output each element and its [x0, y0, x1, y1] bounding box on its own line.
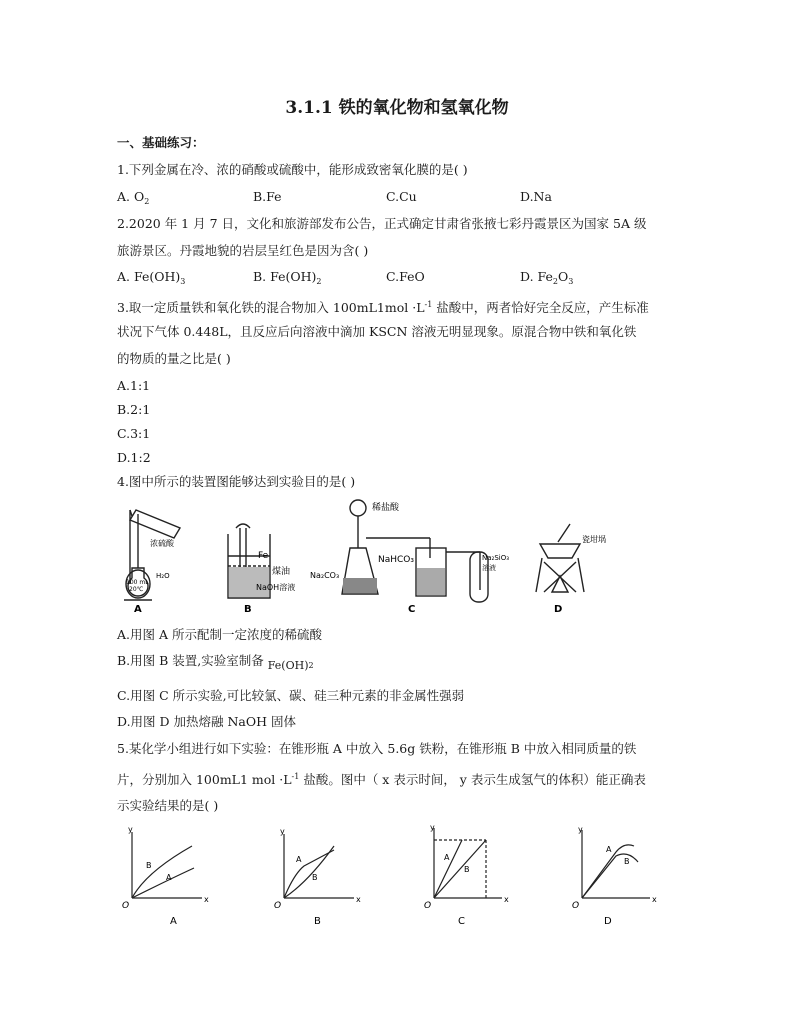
letter-b: B [244, 604, 252, 615]
label-flask-volume: 100 mL [126, 579, 149, 586]
graph-a-x-label: x [204, 895, 209, 904]
graph-b-curve-a [284, 850, 334, 898]
label-kerosene: 煤油 [272, 567, 291, 577]
label-na2sio3: Na₂SiO₃ [482, 554, 510, 562]
q5-stem-line1: 5.某化学小组进行如下实验：在锥形瓶 A 中放入 5.6g 铁粉，在锥形瓶 B 中放入相同质量的铁 [117, 741, 637, 756]
q5-graphs-figure [118, 822, 668, 930]
graph-b-label-b: B [312, 873, 318, 882]
graph-d-label-b: B [624, 857, 630, 866]
nahco3-solution-fill [417, 568, 445, 595]
q2-option-c: C.FeO [386, 269, 425, 284]
label-fe: Fe [258, 551, 269, 561]
graph-c-curve-a [434, 840, 462, 898]
graph-a-origin: O [122, 901, 130, 911]
graph-c [424, 823, 509, 927]
label-solution: 溶液 [482, 564, 496, 572]
q5-stem-line3: 示实验结果的是( ) [117, 798, 219, 813]
q5-stem-line2: 片，分别加入 100mL1 mol $\cdot L^{-1}$ 盐酸。图中（ x 表示时间， y 表示生成氢气的体积）能正确表 [117, 772, 646, 787]
graph-b [274, 827, 361, 927]
graph-c-label-a: A [444, 853, 450, 862]
graph-d-y-label: y [578, 825, 583, 834]
graph-c-label-b: B [464, 865, 470, 874]
label-na2co3: Na₂CO₃ [310, 571, 340, 580]
graph-b-x-label: x [356, 895, 361, 904]
naoh-solution-fill [229, 567, 269, 597]
q3-stem-line3: 的物质的量之比是( ) [117, 351, 231, 366]
q4-option-c: C.用图 C 所示实验,可比较氯、碳、硅三种元素的非金属性强弱 [117, 688, 465, 703]
q3-stem-line2: 状况下气体 0.448L，且反应后向溶液中滴加 KSCN 溶液无明显现象。原混合物中铁和氧化铁 [117, 324, 637, 339]
label-naoh-solution: NaOH溶液 [256, 583, 296, 592]
section-heading: 一、基础练习： [117, 135, 205, 150]
label-flask-temp: 20℃ [129, 586, 144, 593]
graph-d-label-a: A [606, 845, 612, 854]
q1-option-d: D.Na [520, 189, 552, 204]
graph-a-label-b: B [146, 861, 152, 870]
label-conc-h2so4: 浓硫酸 [150, 539, 174, 548]
graph-b-y-label: y [280, 827, 285, 836]
graph-a-caption: A [170, 916, 177, 927]
q2-stem-line1: 2.2020 年 1 月 7 日，文化和旅游部发布公告，正式确定甘肃省张掖七彩丹霞景区为国家 5A 级 [117, 216, 647, 231]
graph-a-curve-b [132, 846, 192, 898]
q3-option-a: A.1:1 [117, 378, 151, 393]
page-title: 3.1.1 铁的氧化物和氢氧化物 [285, 98, 509, 118]
graph-b-label-a: A [296, 855, 302, 864]
q4-option-d: D.用图 D 加热熔融 NaOH 固体 [117, 714, 297, 729]
graph-a [122, 825, 209, 927]
letter-a: A [134, 604, 142, 615]
q2-option-a: A. $Fe(OH)_3$ [117, 269, 186, 286]
q3-option-b: B.2:1 [117, 402, 151, 417]
q2-stem-line2: 旅游景区。丹霞地貌的岩层呈红色是因为含( ) [117, 243, 369, 258]
q1-option-b: B.Fe [253, 189, 282, 204]
label-crucible: 瓷坩埚 [582, 535, 606, 544]
graph-a-label-a: A [166, 873, 172, 882]
na2co3-solid-fill [343, 578, 377, 593]
graph-c-y-label: y [430, 823, 435, 832]
q4-option-a: A.用图 A 所示配制一定浓度的稀硫酸 [117, 627, 322, 642]
graph-b-caption: B [314, 916, 321, 927]
q3-option-c: C.3:1 [117, 426, 151, 441]
q2-option-d: D. $Fe_2O_3$ [520, 269, 574, 286]
q2-option-b: B. $Fe(OH)_2$ [253, 269, 322, 286]
graph-d-origin: O [572, 901, 580, 911]
graph-c-origin: O [424, 901, 432, 911]
graph-c-curve-b [434, 840, 486, 898]
q4-stem: 4.图中所示的装置图能够达到实验目的是( ) [117, 474, 356, 489]
q3-stem-line1: 3.取一定质量铁和氧化铁的混合物加入 $100mL1mol \cdot L^{-1}$ 盐酸中，两者恰好完全反应，产生标准 [117, 300, 649, 315]
label-nahco3: NaHCO₃ [378, 555, 414, 565]
graph-a-y-label: y [128, 825, 133, 834]
apparatus-d [536, 524, 584, 592]
q1-option-c: C.Cu [386, 189, 417, 204]
graph-c-x-label: x [504, 895, 509, 904]
graph-b-origin: O [274, 901, 282, 911]
letter-c: C [408, 604, 416, 615]
letter-d: D [554, 604, 563, 615]
graph-d-x-label: x [652, 895, 657, 904]
q1-stem: 1.下列金属在冷、浓的硝酸或硫酸中，能形成致密氧化膜的是( ) [117, 162, 468, 177]
graph-a-curve-a [132, 868, 194, 898]
label-dilute-hcl: 稀盐酸 [372, 503, 400, 513]
graph-d-caption: D [604, 916, 612, 927]
q1-option-a: A. $O_2$ [117, 189, 150, 206]
q4-apparatus-figure [110, 498, 630, 618]
label-water: H₂O [156, 572, 170, 580]
q3-option-d: D.1:2 [117, 450, 151, 465]
q4-option-b: B.用图 B 装置,实验室制备 $Fe(OH)_2$ [117, 653, 314, 672]
graph-d [572, 825, 657, 927]
graph-c-caption: C [458, 916, 465, 927]
